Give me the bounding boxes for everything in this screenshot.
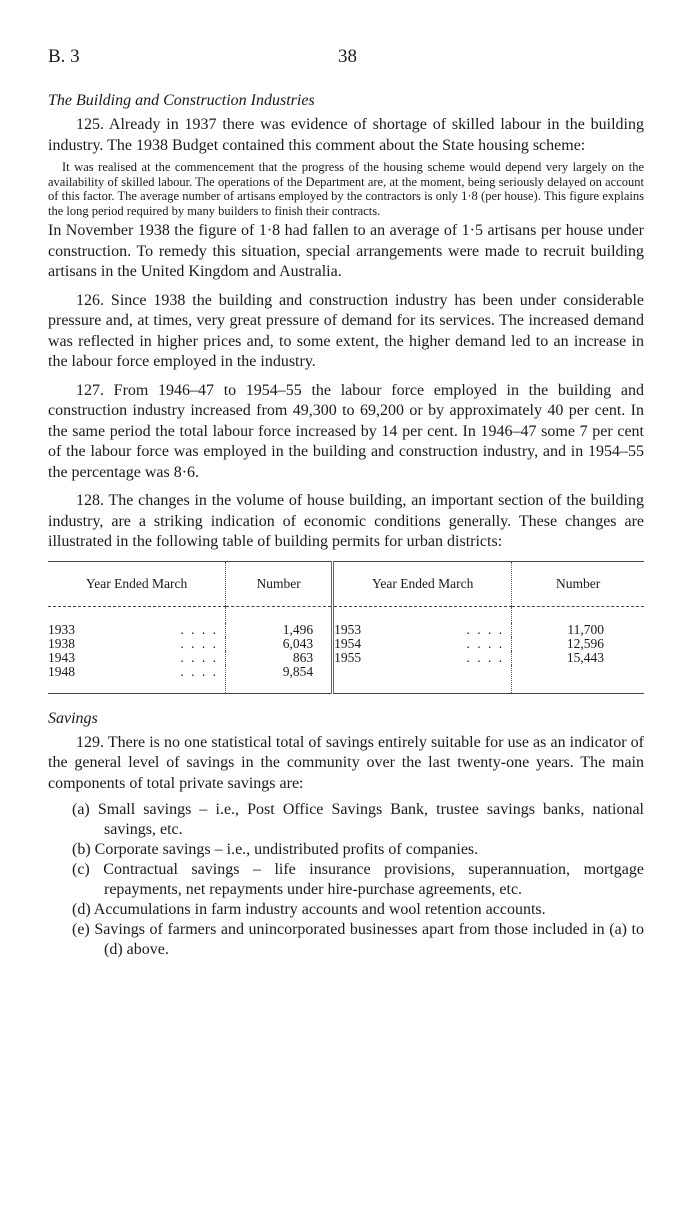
- leader-dots: . . . .: [466, 649, 505, 665]
- paragraph-125: 125. Already in 1937 there was evidence of shortage of skilled labour in the building industry. The 1938 Budget contained this comment about the State housing scheme:: [48, 116, 644, 154]
- year-cell: 1953: [334, 621, 362, 637]
- number-cell: 6,043: [226, 637, 333, 651]
- list-item: (a) Small savings – i.e., Post Office Savings Bank, trustee savings banks, national savings, etc.: [72, 801, 644, 838]
- table-row: [48, 665, 644, 694]
- section-heading-savings: Savings: [48, 709, 98, 727]
- number-cell: 9,854: [226, 665, 333, 694]
- list-item: (c) Contractual savings – life insurance provisions, superannuation, mortgage repayments, net repayments under hire-purchase agreements, etc.: [72, 861, 644, 898]
- year-cell: 1933: [48, 621, 75, 637]
- table-row: [48, 651, 644, 665]
- savings-components-list: [48, 800, 644, 960]
- number-cell: 1,496: [226, 623, 333, 637]
- header-year-ended-march-2: Year Ended March: [333, 561, 512, 606]
- section-heading-building: The Building and Construction Industries: [48, 92, 315, 109]
- leader-dots: . . . .: [180, 663, 218, 679]
- header-number: Number: [226, 561, 333, 606]
- list-item: (d) Accumulations in farm industry accounts and wool retention accounts.: [72, 901, 546, 918]
- table-row: [48, 623, 644, 637]
- list-item: (e) Savings of farmers and unincorporated businesses apart from those included in (a) to (d) above.: [72, 921, 644, 958]
- header-year-ended-march: Year Ended March: [48, 561, 226, 606]
- budget-quote: It was realised at the commencement that the progress of the housing scheme would depend very largely on the availability of skilled labour. The operations of the Department are, at the moment, being seriously delayed on account of this factor. The average number of artisans employed by the contractors is only 1·8 (per house). This figure explains the long period required by many builders to finish their contracts.: [48, 160, 644, 218]
- year-cell: 1955: [334, 649, 362, 665]
- year-cell: 1948: [48, 663, 75, 679]
- paragraph-126: 126. Since 1938 the building and construction industry has been under considerable pressure and, at times, very great pressure of demand for its services. The increased demand was reflected in higher prices and, to some extent, the higher demand led to an increase in the labour force employed in the industry.: [48, 291, 644, 370]
- year-cell: 1943: [48, 649, 75, 665]
- document-code: B. 3: [48, 46, 80, 67]
- header-number-2: Number: [512, 561, 644, 606]
- year-cell: 1938: [48, 635, 75, 651]
- building-permits-table: [48, 561, 644, 694]
- leader-dots: . . . .: [466, 621, 505, 637]
- paragraph-128: 128. The changes in the volume of house building, an important section of the building industry, are a striking indication of economic conditions generally. These changes are illustrated in the following table of building permits for urban districts:: [48, 492, 644, 550]
- paragraph-125-continued: In November 1938 the figure of 1·8 had fallen to an average of 1·5 artisans per house under construction. To remedy this situation, special arrangements were made to recruit building artisans in the United Kingdom and Australia.: [48, 222, 644, 280]
- leader-dots: . . . .: [180, 635, 218, 651]
- table-header-row: [48, 561, 644, 606]
- number-cell: 11,700: [512, 623, 644, 637]
- number-cell: 12,596: [512, 637, 644, 651]
- document-page: [48, 46, 644, 960]
- leader-dots: . . . .: [180, 621, 218, 637]
- list-item: (b) Corporate savings – i.e., undistributed profits of companies.: [72, 841, 479, 858]
- paragraph-127: 127. From 1946–47 to 1954–55 the labour force employed in the building and construction industry increased from 49,300 to 69,200 or by approximately 40 per cent. In the same period the total labour force increased by 14 per cent. In 1946–47 some 7 per cent of the labour force was employed in the building and construction industry, and in 1954–55 the percentage was 8·6.: [48, 381, 644, 481]
- leader-dots: . . . .: [180, 649, 218, 665]
- table-row: [48, 637, 644, 651]
- page-number: 38: [338, 46, 357, 67]
- paragraph-129: 129. There is no one statistical total of savings entirely suitable for use as an indicator of the general level of savings in the community over the last twenty-one years. The main components of total private savings are:: [48, 733, 644, 792]
- leader-dots: . . . .: [466, 635, 505, 651]
- page-header: [48, 46, 644, 76]
- number-cell: 863: [226, 651, 333, 665]
- year-cell: 1954: [334, 635, 362, 651]
- number-cell: 15,443: [512, 651, 644, 665]
